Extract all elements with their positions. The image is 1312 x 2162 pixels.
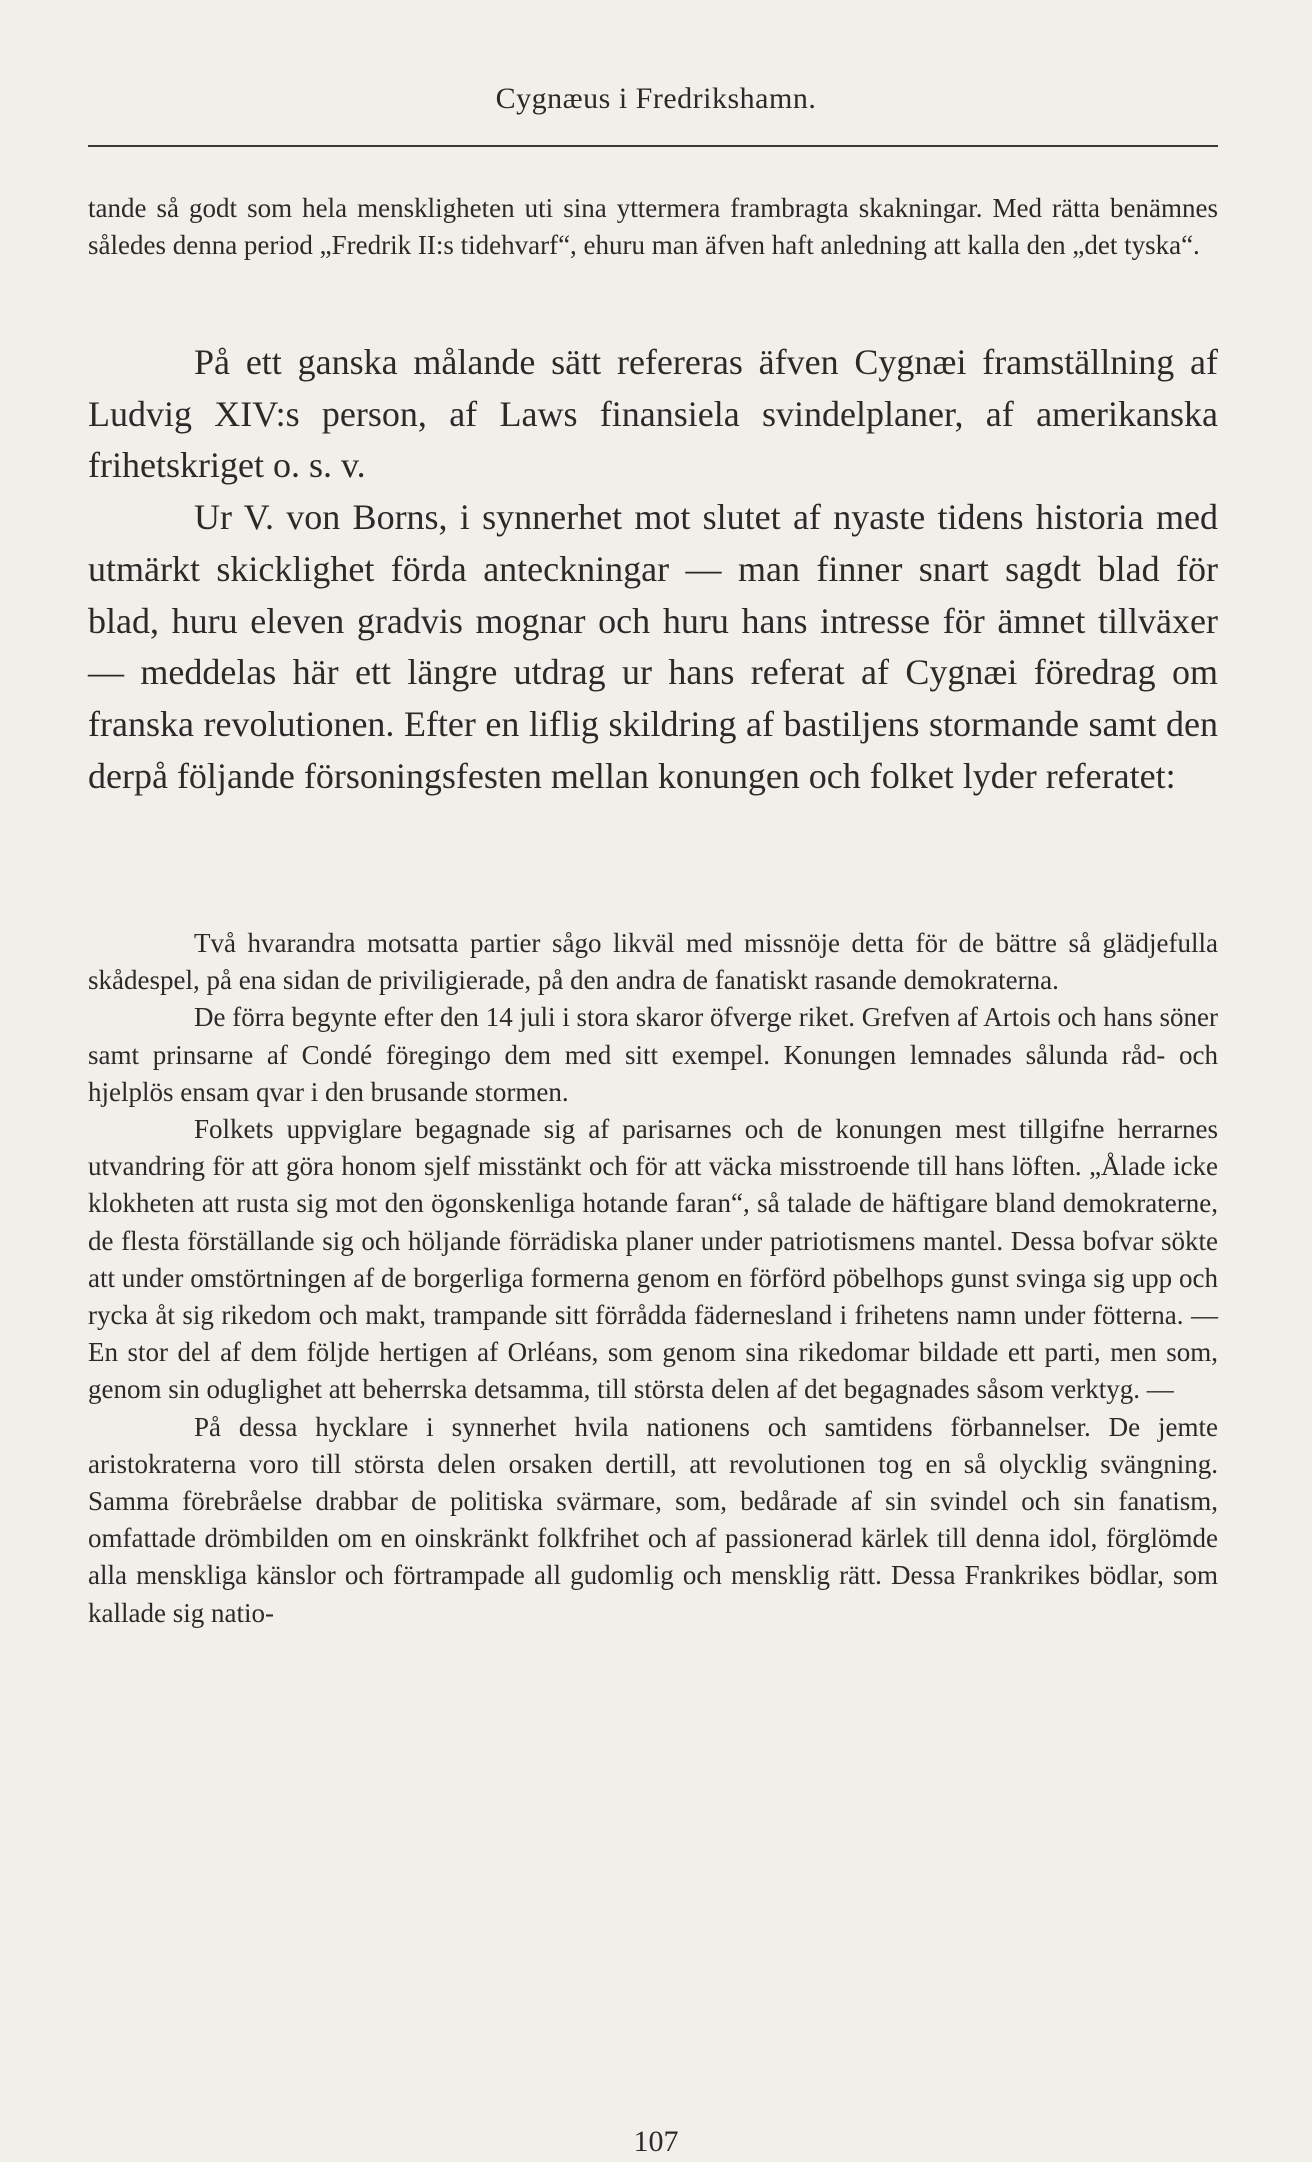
quoted-paragraph: De förra begynte efter den 14 juli i stora skaror öfverge riket. Grefven af Artois och hans söner samt prinsarne af Condé föregingo dem med sitt exempel. Konungen lemnades sålunda råd- och hjelplös ensam qvar i den brusande stormen. [88, 1002, 1218, 1107]
running-head: Cygnæus i Fredrikshamn. [495, 82, 817, 115]
continuation-paragraph: tande så godt som hela menskligheten uti sina yttermera frambragta skakningar. Med rätta benämnes således denna period „Fredrik II:s tidehvarf“, ehuru man äfven haft anledning att kalla den „det tyska“. [88, 193, 1218, 260]
large-text-block [88, 337, 1218, 802]
quoted-report-block [88, 925, 1218, 1632]
continuation-block [88, 190, 1218, 264]
page-number: 107 [633, 2125, 679, 2158]
paragraph-cygnaei-framstallning: På ett ganska målande sätt refereras äfven Cygnæi framställning af Ludvig XIV:s person, af Laws finansiela svindelplaner, af amerikanska frihetskriget o. s. v. [88, 342, 1218, 486]
quoted-paragraph: På dessa hycklare i synnerhet hvila nationens och samtidens förbannelser. De jemte aristokraterna voro till största delen orsaken dertill, att revolutionen tog en så olycklig svängning. Samma förebråelse drabbar de politiska svärmare, som, bedårade af sin svindel och sin fanatism, omfattade drömbilden om en oinskränkt folkfrihet och af passionerad kärlek till denna idol, förglömde alla menskliga känslor och förtrampade all gudomlig och mensklig rätt. Dessa Frankrikes bödlar, som kallade sig natio- [88, 1411, 1218, 1628]
paragraph-von-borns: Ur V. von Borns, i synnerhet mot slutet af nyaste tidens historia med utmärkt skicklighet förda anteckningar — man finner snart sagdt blad för blad, huru eleven gradvis mognar och huru hans intresse för ämnet tillväxer — meddelas här ett längre utdrag ur hans referat af Cygnæi föredrag om franska revolutionen. Efter en liflig skildring af bastiljens stormande samt den derpå följande försoningsfesten mellan konungen och folket lyder referatet: [88, 497, 1218, 796]
header-rule [88, 145, 1218, 147]
quoted-paragraph: Två hvarandra motsatta partier sågo likväl med missnöje detta för de bättre så glädjefulla skådespel, på ena sidan de priviligierade, på den andra de fanatiskt rasande demokraterna. [88, 928, 1218, 996]
quoted-paragraph: Folkets uppviglare begagnade sig af parisarnes och de konungen mest tillgifne herrarnes utvandring för att göra honom sjelf misstänkt och för att väcka misstroende till hans löften. „Ålade icke klokheten att rusta sig mot den ögonskenliga hotande faran“, så talade de häftigare bland demokraterne, de flesta förställande sig och höljande förrädiska planer under patriotismens mantel. Dessa bofvar sökte att under omstörtningen af de borgerliga formerna genom en förförd pöbelhops gunst svinga sig upp och rycka åt sig rikedom och makt, trampande sitt förrådda fädernesland i frihetens namn under fötterna. — En stor del af dem följde hertigen af Orléans, som genom sina rikedomar bildade ett parti, men som, genom sin oduglighet att beherrska detsamma, till största delen af det begagnades såsom verktyg. — [88, 1114, 1218, 1405]
